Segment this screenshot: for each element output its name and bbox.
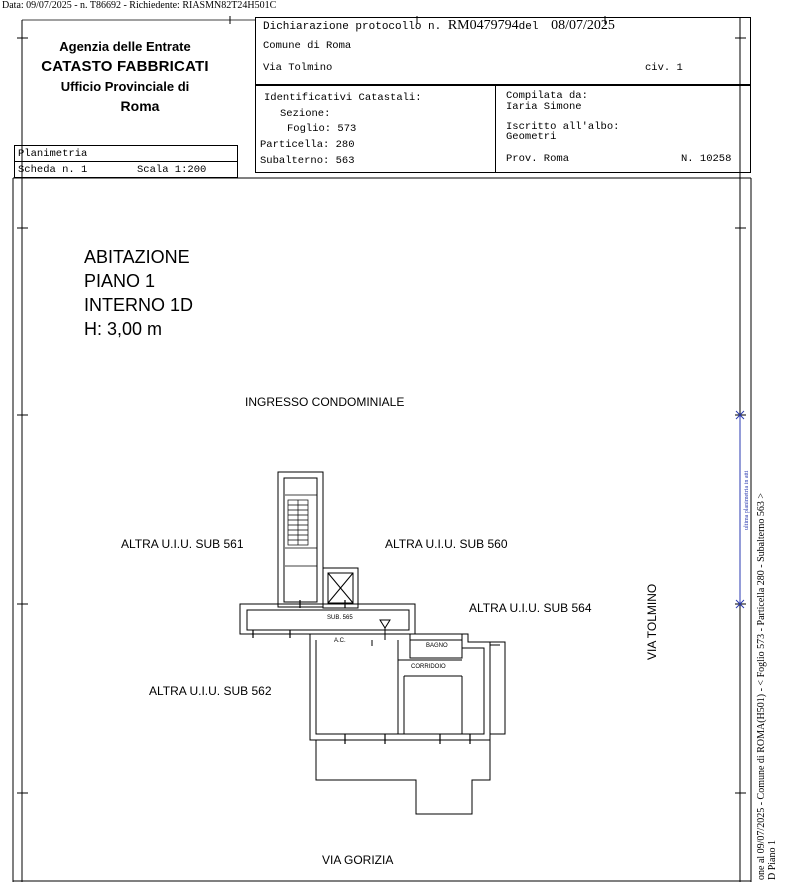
label-sub565: SUB. 565 bbox=[327, 615, 353, 621]
label-sub562: ALTRA U.I.U. SUB 562 bbox=[149, 684, 272, 698]
apartment-outline bbox=[310, 634, 490, 740]
declaration-date: 08/07/2025 bbox=[551, 18, 615, 33]
declaration-number: RM0479794 bbox=[447, 18, 519, 33]
label-sub564: ALTRA U.I.U. SUB 564 bbox=[469, 601, 592, 615]
side-floor: D Piano 1 bbox=[767, 840, 778, 880]
label-sub560: ALTRA U.I.U. SUB 560 bbox=[385, 537, 508, 551]
identificativi-title: Identificativi Catastali: bbox=[264, 92, 422, 104]
unit-type: ABITAZIONE bbox=[84, 247, 190, 267]
catasto-title: CATASTO FABBRICATI bbox=[41, 58, 209, 75]
albo-title: Iscritto all'albo: bbox=[506, 121, 620, 133]
label-ingresso: INGRESSO CONDOMINIALE bbox=[245, 395, 405, 409]
compiler-province: Prov. Roma bbox=[506, 153, 570, 165]
side-info: one al 09/07/2025 - Comune di ROMA(H501) - < Foglio 573 - Particella 280 - Subalterno 563 > bbox=[756, 492, 767, 880]
foglio: Foglio: 573 bbox=[287, 123, 357, 135]
compiler-number: N. 10258 bbox=[681, 153, 732, 165]
label-gorizia: VIA GORIZIA bbox=[322, 853, 394, 867]
unit-floor: PIANO 1 bbox=[84, 271, 156, 291]
albo-value: Geometri bbox=[506, 131, 557, 143]
label-corridoio: CORRIDOIO bbox=[411, 664, 446, 670]
comune: Comune di Roma bbox=[263, 40, 352, 52]
scheda-label: Scheda n. 1 bbox=[18, 164, 88, 176]
label-bagno: BAGNO bbox=[426, 643, 448, 649]
ufficio-label: Ufficio Provinciale di bbox=[60, 79, 190, 94]
unit-interior: INTERNO 1D bbox=[84, 295, 194, 315]
sezione: Sezione: bbox=[280, 108, 331, 120]
compiler-title: Compilata da: bbox=[506, 90, 588, 102]
label-tolmino: VIA TOLMINO bbox=[645, 583, 659, 660]
street: Via Tolmino bbox=[263, 62, 333, 74]
terrace bbox=[316, 740, 490, 814]
planimetria-label: Planimetria bbox=[18, 148, 88, 160]
label-sub561: ALTRA U.I.U. SUB 561 bbox=[121, 537, 244, 551]
compiler-name: Iaria Simone bbox=[506, 101, 582, 113]
civic-number: civ. 1 bbox=[645, 62, 683, 74]
declaration-label: Dichiarazione protocollo n. bbox=[263, 21, 442, 33]
agency-name: Agenzia delle Entrate bbox=[59, 39, 191, 54]
particella: Particella: 280 bbox=[260, 139, 355, 151]
stair-steps bbox=[285, 495, 317, 566]
subalterno: Subalterno: 563 bbox=[260, 155, 355, 167]
side-stamp: ultima planimetria in atti bbox=[744, 470, 750, 530]
unit-height: H: 3,00 m bbox=[84, 319, 163, 339]
request-info: Data: 09/07/2025 - n. T86692 - Richiedente: RIASMN82T24H501C bbox=[2, 0, 277, 11]
stair-core bbox=[278, 472, 323, 607]
scala-label: Scala 1:200 bbox=[137, 164, 207, 176]
declaration-del: del bbox=[518, 21, 539, 33]
ufficio-city: Roma bbox=[120, 98, 160, 114]
label-ac: A.C. bbox=[334, 638, 346, 644]
